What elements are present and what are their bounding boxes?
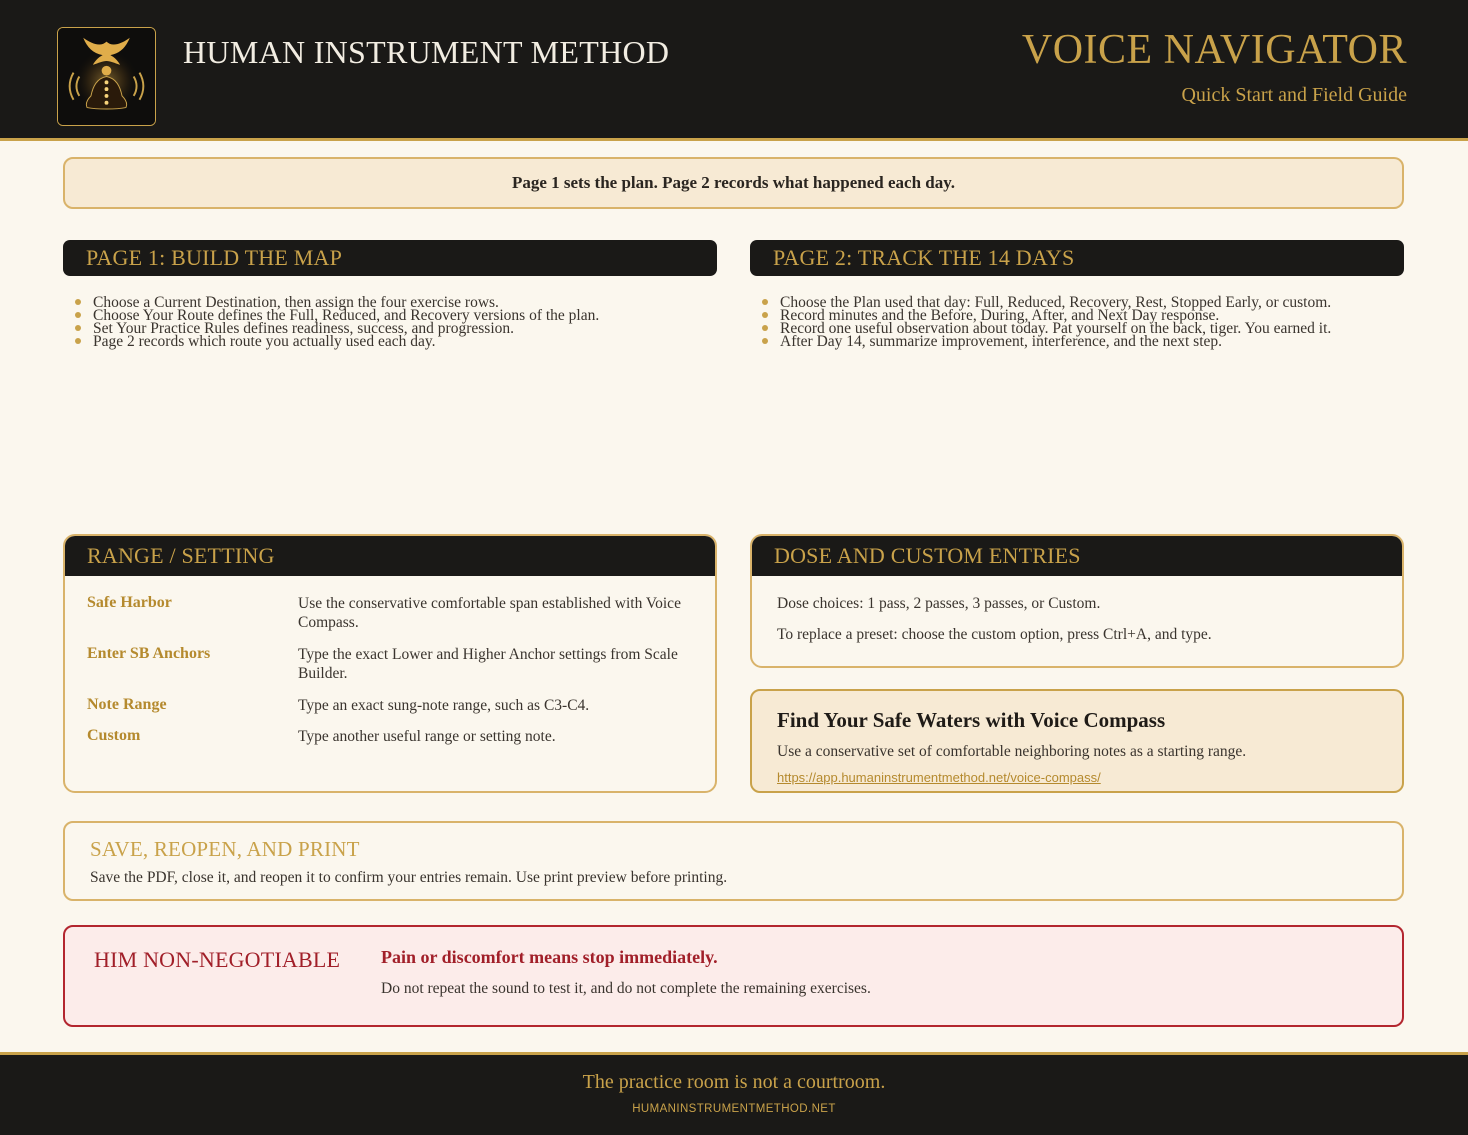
list-item: Choose Your Route defines the Full, Reduced, and Recovery versions of the plan. bbox=[73, 309, 713, 322]
intro-banner bbox=[63, 157, 1404, 209]
list-item: Record one useful observation about today. Pat yourself on the back, tiger. You earned it. bbox=[760, 322, 1400, 335]
footer-quote: The practice room is not a courtroom. bbox=[582, 1071, 886, 1093]
page1-heading-text: PAGE 1: BUILD THE MAP bbox=[86, 245, 343, 270]
range-desc: Type an exact sung-note range, such as C3-C4. bbox=[298, 697, 590, 714]
page1-list bbox=[73, 296, 713, 348]
save-title: SAVE, REOPEN, AND PRINT bbox=[90, 837, 360, 861]
range-setting-card bbox=[63, 534, 717, 793]
range-label: Note Range bbox=[87, 696, 167, 713]
list-item: Record minutes and the Before, During, After, and Next Day response. bbox=[760, 309, 1400, 322]
footer-site: HUMANINSTRUMENTMETHOD.NET bbox=[632, 1103, 836, 1115]
voice-compass-link[interactable]: https://app.humaninstrumentmethod.net/voice-compass/ bbox=[777, 770, 1101, 785]
brand-name: HUMAN INSTRUMENT METHOD bbox=[183, 34, 670, 70]
range-desc: Type the exact Lower and Higher Anchor settings from Scale Builder. bbox=[298, 646, 678, 682]
app-title: VOICE NAVIGATOR bbox=[1021, 27, 1407, 73]
dose-choices-text: Dose choices: 1 pass, 2 passes, 3 passes, or Custom. bbox=[777, 595, 1101, 612]
page2-heading bbox=[750, 240, 1404, 276]
range-label: Custom bbox=[87, 727, 141, 744]
non-negotiable-warning bbox=[63, 925, 1404, 1027]
range-row-custom bbox=[87, 727, 697, 746]
range-row-sb-anchors bbox=[87, 645, 697, 683]
dose-replace-text: To replace a preset: choose the custom option, press Ctrl+A, and type. bbox=[777, 626, 1212, 643]
range-label: Safe Harbor bbox=[87, 594, 172, 611]
compass-body: Use a conservative set of comfortable neighboring notes as a starting range. bbox=[777, 743, 1247, 760]
voice-compass-callout bbox=[750, 689, 1404, 793]
range-desc: Use the conservative comfortable span established with Voice Compass. bbox=[298, 595, 681, 631]
save-reopen-print-card bbox=[63, 821, 1404, 901]
page2-list bbox=[760, 296, 1400, 348]
list-item: Choose a Current Destination, then assign the four exercise rows. bbox=[73, 296, 713, 309]
app-subtitle: Quick Start and Field Guide bbox=[1181, 84, 1407, 106]
range-row-safe-harbor bbox=[87, 594, 697, 632]
banner-text: Page 1 sets the plan. Page 2 records what happened each day. bbox=[511, 173, 956, 192]
range-card-heading: RANGE / SETTING bbox=[65, 536, 715, 576]
page-footer bbox=[0, 1052, 1468, 1135]
warning-body: Do not repeat the sound to test it, and do not complete the remaining exercises. bbox=[381, 980, 871, 997]
range-desc: Type another useful range or setting note. bbox=[298, 728, 556, 745]
page2-heading-text: PAGE 2: TRACK THE 14 DAYS bbox=[773, 245, 1075, 270]
list-item: Page 2 records which route you actually used each day. bbox=[73, 335, 713, 348]
warning-headline: Pain or discomfort means stop immediately. bbox=[381, 947, 718, 967]
dose-card-heading: DOSE AND CUSTOM ENTRIES bbox=[752, 536, 1402, 576]
compass-title: Find Your Safe Waters with Voice Compass bbox=[777, 708, 1166, 732]
list-item: Choose the Plan used that day: Full, Reduced, Recovery, Rest, Stopped Early, or custom. bbox=[760, 296, 1400, 309]
range-label: Enter SB Anchors bbox=[87, 645, 211, 662]
list-item: Set Your Practice Rules defines readiness, success, and progression. bbox=[73, 322, 713, 335]
page-header bbox=[0, 0, 1468, 141]
page1-heading bbox=[63, 240, 717, 276]
list-item: After Day 14, summarize improvement, interference, and the next step. bbox=[760, 335, 1400, 348]
phoenix-logo-icon bbox=[57, 27, 156, 126]
range-row-note-range bbox=[87, 696, 697, 715]
save-body: Save the PDF, close it, and reopen it to confirm your entries remain. Use print preview before printing. bbox=[90, 869, 728, 886]
warning-title: HIM NON-NEGOTIABLE bbox=[94, 947, 341, 972]
dose-card bbox=[750, 534, 1404, 668]
